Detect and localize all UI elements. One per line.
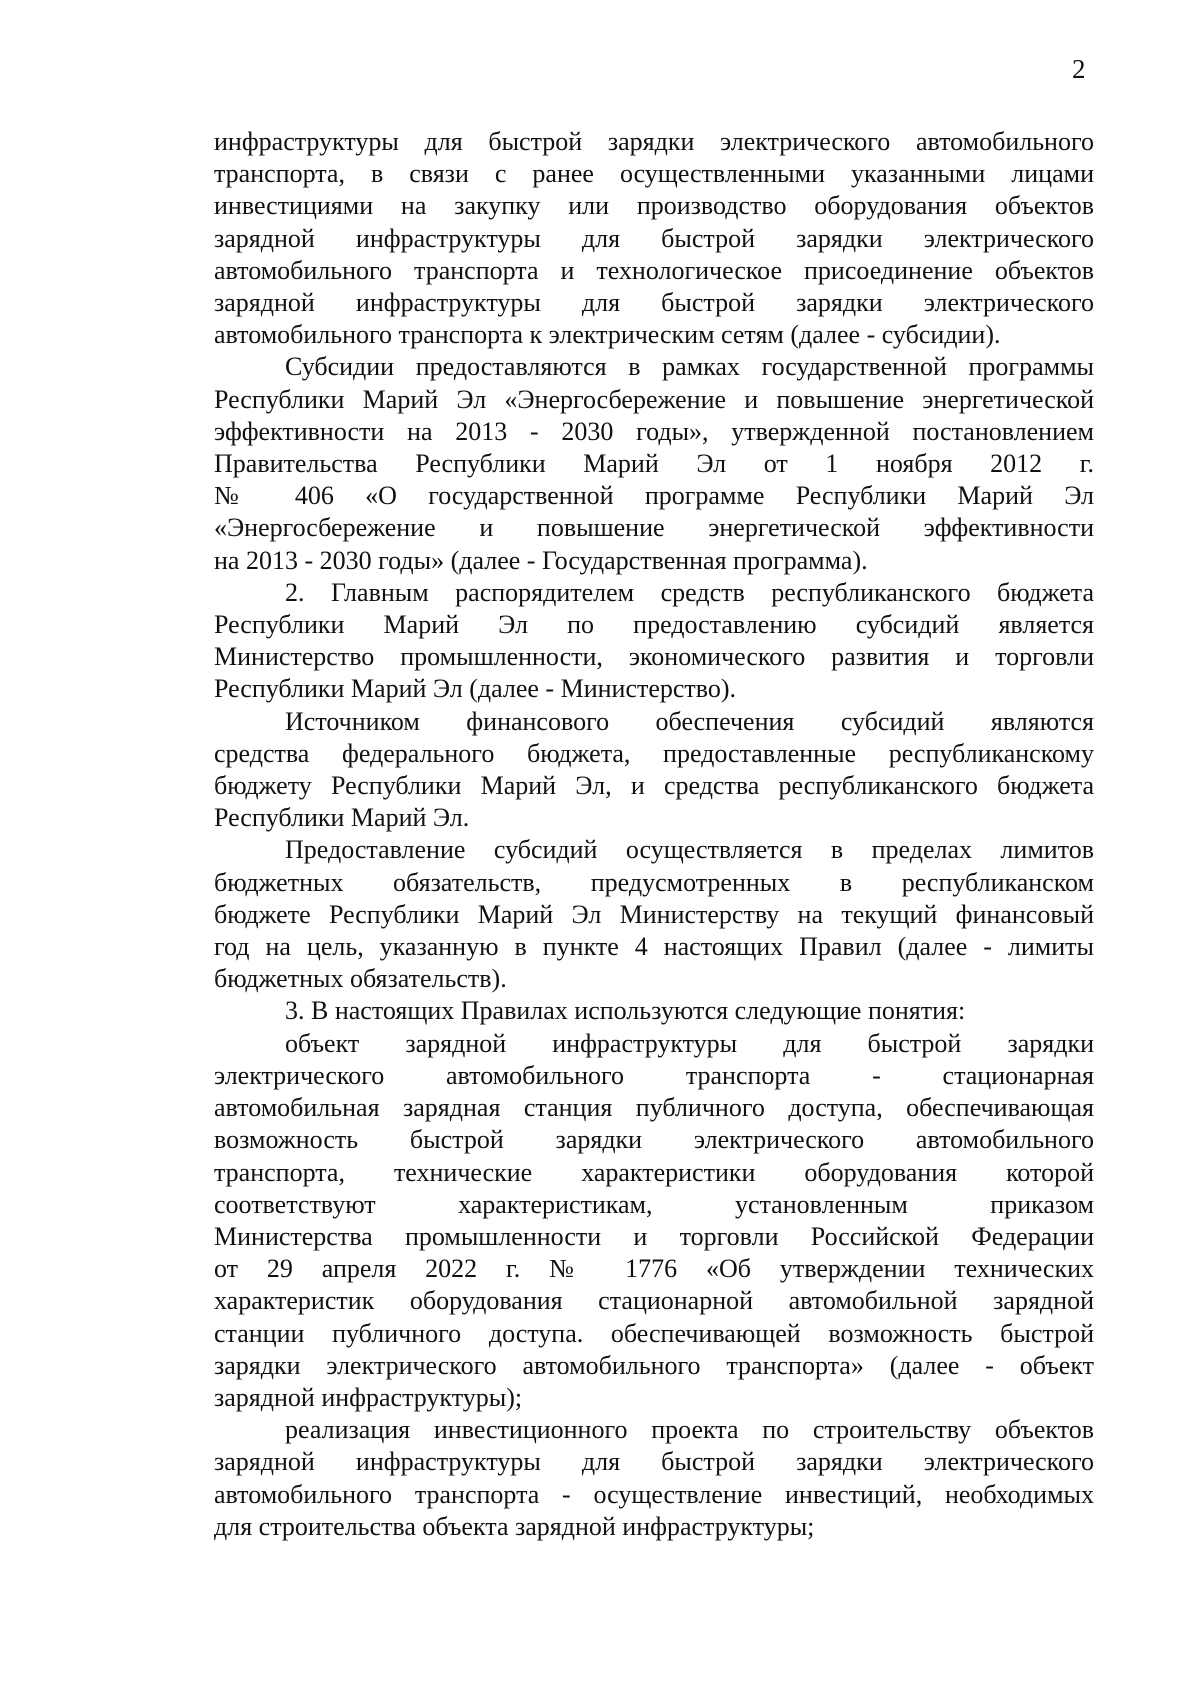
text-line: автомобильного транспорта к электрическим сетям (далее - субсидии). [214,320,1001,350]
text-line: Министерство промышленности, экономического развития и торговли [214,642,1094,672]
text-line: зарядки электрического автомобильного транспорта» (далее - объект [214,1350,1094,1380]
text-line: бюджетных обязательств). [214,964,507,994]
text-line: бюджетных обязательств, предусмотренных в республиканском [214,867,1094,897]
paragraph [214,995,1094,1027]
text-line: характеристик оборудования стационарной автомобильной зарядной [214,1286,1094,1316]
text-line: Предоставление субсидий осуществляется в пределах лимитов [285,835,1094,865]
page-number: 2 [1072,54,1086,84]
paragraph [214,351,1094,576]
text-line: бюджету Республики Марий Эл, и средства республиканского бюджета [214,771,1094,801]
text-line: бюджете Республики Марий Эл Министерству на текущий финансовый [214,899,1094,929]
paragraph [214,834,1094,995]
text-line: станции публичного доступа. обеспечивающей возможность быстрой [214,1318,1094,1348]
text-line: Источником финансового обеспечения субсидий являются [285,706,1094,736]
text-line: «Энергосбережение и повышение энергетической эффективности [214,513,1094,543]
text-line: Правительства Республики Марий Эл от 1 ноября 2012 г. [214,449,1094,479]
paragraph [214,1028,1094,1414]
text-line: Субсидии предоставляются в рамках государственной программы [285,352,1094,382]
text-line: год на цель, указанную в пункте 4 настоящих Правил (далее - лимиты [214,932,1094,962]
text-line: зарядной инфраструктуры для быстрой зарядки электрического [214,1447,1094,1477]
text-line: на 2013 - 2030 годы» (далее - Государственная программа). [214,545,868,575]
text-line: автомобильного транспорта - осуществление инвестиций, необходимых [214,1479,1094,1509]
text-line: электрического автомобильного транспорта - стационарная [214,1060,1094,1090]
text-line: Республики Марий Эл (далее - Министерство). [214,674,737,704]
paragraph [214,126,1094,351]
text-line: для строительства объекта зарядной инфраструктуры; [214,1511,815,1541]
text-line: зарядной инфраструктуры для быстрой зарядки электрического [214,288,1094,318]
text-line: транспорта, технические характеристики оборудования которой [214,1157,1094,1187]
text-line: реализация инвестиционного проекта по строительству объектов [285,1415,1094,1445]
text-line: автомобильного транспорта и технологическое присоединение объектов [214,255,1094,285]
text-line: соответствуют характеристикам, установленным приказом [214,1189,1094,1219]
text-line: средства федерального бюджета, предоставленные республиканскому [214,738,1094,768]
text-line: эффективности на 2013 - 2030 годы», утвержденной постановлением [214,416,1094,446]
text-line: Республики Марий Эл «Энергосбережение и повышение энергетической [214,384,1094,414]
text-line: Республики Марий Эл. [214,803,470,833]
paragraph [214,577,1094,706]
text-line: Министерства промышленности и торговли Российской Федерации [214,1221,1094,1251]
text-line: зарядной инфраструктуры для быстрой зарядки электрического [214,223,1094,253]
text-line: инвестициями на закупку или производство оборудования объектов [214,191,1094,221]
text-line: зарядной инфраструктуры); [214,1382,523,1412]
text-line: № 406 «О государственной программе Республики Марий Эл [214,481,1094,511]
paragraph [214,1414,1094,1543]
text-line: 3. В настоящих Правилах используются следующие понятия: [285,996,966,1026]
text-line: инфраструктуры для быстрой зарядки электрического автомобильного [214,127,1094,156]
text-line: Республики Марий Эл по предоставлению субсидий является [214,610,1094,640]
text-line: объект зарядной инфраструктуры для быстрой зарядки [285,1028,1094,1058]
text-line: 2. Главным распорядителем средств республиканского бюджета [285,577,1094,607]
paragraph [214,706,1094,835]
text-line: от 29 апреля 2022 г. № 1776 «Об утверждении технических [214,1254,1094,1284]
document-body [214,126,1094,1543]
text-line: автомобильная зарядная станция публичного доступа, обеспечивающая [214,1093,1094,1123]
text-line: транспорта, в связи с ранее осуществленными указанными лицами [214,159,1094,189]
text-line: возможность быстрой зарядки электрического автомобильного [214,1125,1094,1155]
